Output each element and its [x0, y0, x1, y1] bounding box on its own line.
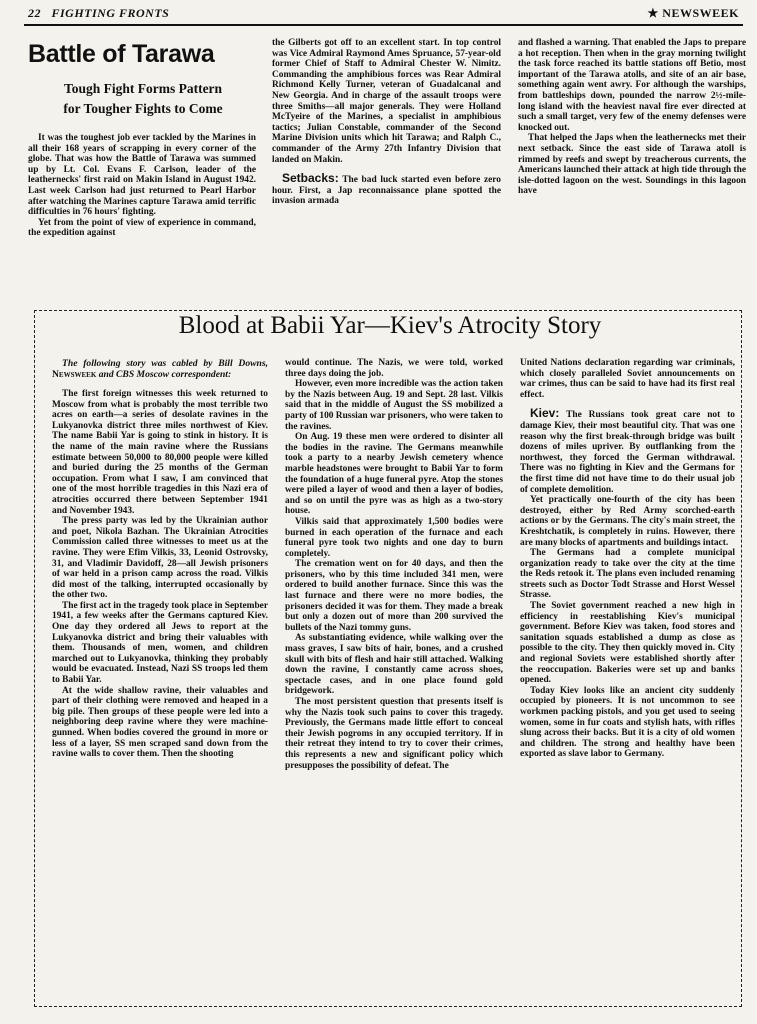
babii-column-1 [52, 358, 268, 760]
intro-newsweek: Newsweek [52, 369, 97, 380]
tarawa-subtitle-1: Tough Fight Forms Pattern [63, 81, 223, 96]
paragraph: The Germans had a complete municipal organization ready to take over the city at the time the Reds retook it. The plans even included renaming streets such as Doctor Todt Strasse and Horst Wessel Strasse. [520, 548, 735, 601]
kiev-text: The Russians took great care not to damage Kiev, their most beautiful city. That was one reason why the first break-through bridge was built dozens of miles upriver. By outflanking from the northwest, they forced the German withdrawal. There was no fighting in Kiev and the Germans for the first time did not have time to do their usual job of complete demolition. [520, 410, 735, 495]
tarawa-column-1 [28, 133, 256, 239]
kiev-paragraph [520, 408, 735, 495]
paragraph: Yet from the point of view of experience in command, the expedition against [28, 217, 256, 239]
paragraph: At the wide shallow ravine, their valuables and part of their clothing were removed and heaped in a big pile. Then groups of these people were led into a neighboring deep ravine where they were machine-gunned. When bodies covered the ground in more or less of a layer, SS men scraped sand down from the ravine walls to cover them. Then the shooting [52, 685, 268, 760]
paragraph: However, even more incredible was the action taken by the Nazis between Aug. 19 and Sept. 28 last. Vilkis said that in the middle of August the SS mobilized a party of 100 Russian war prisoners, who were taken to the ravines. [285, 379, 503, 432]
paragraph: As substantiating evidence, while walking over the mass graves, I saw bits of hair, bones, and a crushed skull with bits of flesh and hair still attached. Walking down the ravine, I constantly came across shoes, spectacle cases, and in one place found gold bridgework. [285, 633, 503, 697]
tarawa-title: Battle of Tarawa [28, 40, 215, 68]
paragraph: would continue. The Nazis, we were told, worked three days doing the job. [285, 358, 503, 379]
babii-column-3 [520, 358, 735, 760]
paragraph: On Aug. 19 these men were ordered to disinter all the bodies in the ravine. The Germans meanwhile took a party to a nearby Jewish cemetery whence marble headstones were brought to Babii Yar to form the foundation of a huge funeral pyre. Atop the stones were piled a layer of wood and then a layer of bodies, and so on until the pyre was as high as a two-story house. [285, 432, 503, 517]
tarawa-column-3 [518, 38, 746, 197]
paragraph: The Soviet government reached a new high in efficiency in reestablishing Kiev's municipal government. Before Kiev was taken, food stores and sanitation squads established a dump as close as possible to the city. They then quickly moved in. City and regional Soviets were established shortly after the reoccupation. Bakeries were set up and banks opened. [520, 601, 735, 686]
section-name: FIGHTING FRONTS [51, 6, 170, 20]
tarawa-subtitle-2: for Tougher Fights to Come [63, 101, 223, 116]
paragraph: The first foreign witnesses this week returned to Moscow from what is probably the most terrible two acres on earth—a series of desolate ravines in the Lukyanovka district three miles northwest of Kiev. The name Babii Yar is going to stink in history. It is the name of the main ravine where the Russians estimate between 50,000 to 80,000 people were killed and buried during the 25 months of the German occupation. From what I saw, I am convinced that one of the most horrible tragedies in this Nazi era of atrocities occurred there between September 1941 and November 1943. [52, 389, 268, 516]
paragraph: Today Kiev looks like an ancient city suddenly occupied by pioneers. It is not uncommon to see workmen packing pistols, and you get used to seeing women, some in fur coats and stylish hats, with rifles slung across their backs. But it is a city of old women and children. The strong and healthy have been exported as slave labor to Germany. [520, 685, 735, 760]
paragraph: It was the toughest job ever tackled by the Marines in all their 168 years of scrapping in every corner of the globe. That was how the Battle of Tarawa was summed up by Lt. Col. Evans F. Carlson, leader of the leathernecks' first raid on Makin Island in August 1942. Last week Carlson had just returned to Pearl Harbor after watching the Marines capture Tarawa amid terrific difficulties in 76 hours' fighting. [28, 133, 256, 218]
paragraph: The most persistent question that presents itself is why the Nazis took such pains to cover this tragedy. Previously, the Germans made little effort to conceal their Jewish pogroms in any occupied territory. If in their retreat they intend to try to cover their crimes, this represents a new and significant policy which presupposes the possibility of defeat. The [285, 697, 503, 771]
paragraph: The first act in the tragedy took place in September 1941, a few weeks after the Germans captured Kiev. One day they ordered all Jews to report at the Lukyanovka district and bring their valuables with them. Thousands of men, women, and children marched out to Lukyanovka, thinking they probably would be evacuated. Instead, Nazi SS troops led them to Babii Yar. [52, 600, 268, 686]
paragraph: Yet practically one-fourth of the city has been destroyed, either by Red Army scorched-earth actions or by the Germans. The city's main street, the Kreshtchatik, is completely in ruins. However, there are many blocks of apartments and buildings intact. [520, 495, 735, 548]
kiev-subhead: Kiev: [530, 406, 560, 421]
intro-text-a: The following story was cabled by Bill Downs, [62, 358, 268, 369]
paragraph: United Nations declaration regarding war criminals, which closely paralleled Soviet announcements on war crimes, thus can be said to have had its first real effect. [520, 358, 735, 400]
paragraph: The cremation went on for 40 days, and then the prisoners, who by this time included 341 men, were ordered to build another furnace. Since this was the last furnace and there were no more bodies, the prisoners decided it was for them. They made a break but only a dozen out of more than 200 survived the bullets of the Nazi tommy guns. [285, 559, 503, 633]
header-rule [24, 24, 743, 26]
babii-yar-title: Blood at Babii Yar—Kiev's Atrocity Story [178, 312, 602, 339]
paragraph: the Gilberts got off to an excellent start. In top control was Vice Admiral Raymond Ames Spruance, 57-year-old former Chief of Staff to Admiral Chester W. Nimitz. Commanding the amphibious forces was Rear Admiral Richmond Kelly Turner, veteran of Guadalcanal and New Georgia. And in charge of the assault troops were three Smiths—all major generals. They were Holland McTyeire of the Marines, a specialist in amphibious tactics; Julian Constable, commander of the Second Marine Division units which hit Tarawa; and Ralph C., commander of the Army 27th Infantry Division that landed on Makin. [272, 38, 501, 165]
page-header-left [28, 6, 169, 21]
page-number: 22 [28, 6, 41, 20]
intro-text-b: and CBS Moscow correspondent: [98, 369, 232, 380]
setbacks-subhead: Setbacks: [282, 171, 339, 186]
babii-column-2 [285, 358, 503, 771]
setbacks-text: The bad luck started even before zero hour. First, a Jap reconnaissance plane spotted the invasion armada [272, 175, 501, 207]
intro-note [52, 358, 268, 380]
setbacks-paragraph [272, 173, 501, 207]
paragraph: Vilkis said that approximately 1,500 bodies were burned in each operation of the furnace and each funeral pyre took two nights and one day to burn completely. [285, 516, 503, 559]
paragraph: That helped the Japs when the leathernecks met their next setback. Since the east side of Tarawa atoll is rimmed by reefs and swept by treacherous currents, the Americans launched their attack at high tide through the isle-dotted lagoon on the west. Soundings in this lagoon have [518, 133, 746, 197]
tarawa-column-2 [272, 38, 501, 207]
magazine-name: ★ NEWSWEEK [647, 6, 739, 20]
paragraph: The press party was led by the Ukrainian author and poet, Nikola Bazhan. The Ukrainian Atrocities Commission called three witnesses to meet us at the ravine. They were Efim Vilkis, 33, Leonid Ostrovsky, 31, and Vladimir Davidoff, 28—all Jewish prisoners of war held in a prison camp across the road. Vilkis did most of the talking, interrupted occasionally by the other two. [52, 516, 268, 601]
paragraph: and flashed a warning. That enabled the Japs to prepare a hot reception. Then when in the gray morning twilight the task force reached its battle stations off Betio, most important of the Tarawa atolls, and site of an air base, something again went awry. For although the warships, from battleships down, pounded the narrow 2½-mile-long island with the heaviest naval fire ever directed at such a small target, very few of the enemy defenses were knocked out. [518, 38, 746, 133]
